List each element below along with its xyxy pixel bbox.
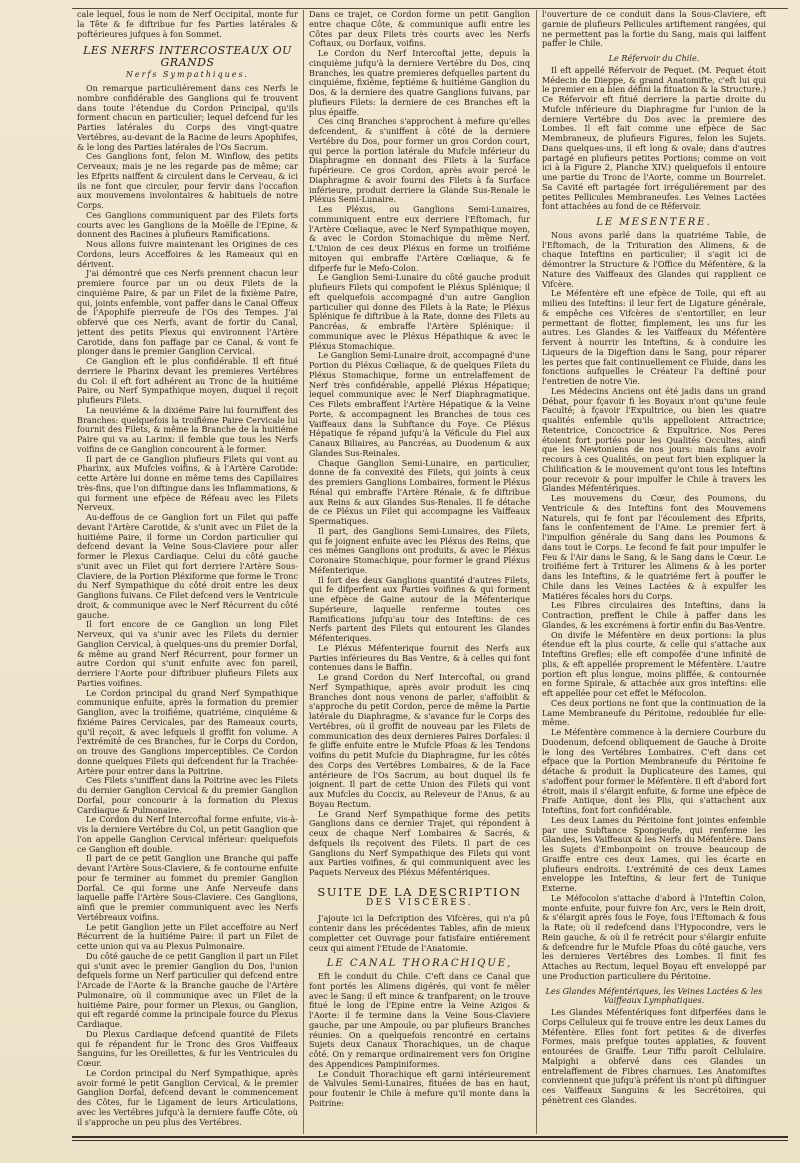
- paragraph: Il part de ce petit Ganglion une Branche qui paffe devant l'Artère Sous-Claviere, & fe contourne enfuite pour fe terminer au fommet du premier Ganglion Dorfal. Ce qui forme une Anfe Nerveufe dans laquelle paffe l'Artère Sous-Claviere. Ces Ganglions, ainfi que le premier communiquent avec les Nerfs Vertébreaux voifins.: [77, 853, 298, 922]
- paragraph: Le Conduit Thorachique eft garni intérieurement de Valvules Semi-Lunaires, fituées de bas en haut, pour foutenir le Chile à mefure qu'il monte dans la Poitrine:: [309, 1068, 530, 1108]
- column2-body: [309, 10, 530, 878]
- text-column-2: [309, 10, 530, 1132]
- paragraph: Le petit Ganglion jette un Filet acceffoire au Nerf Récurrent de la huitiéme Paire: il part un Filet de cette union qui va au Plexus Pulmonaire.: [77, 921, 298, 951]
- paragraph: Il part de ce Ganglion plufieurs Filets qui vont au Pharinx, aux Mufcles voifins, & à l'Artère Carotide: cette Artère lui donne en même tems des Capillaires très-fins, que l'on diftingue dans les Inflammations, & qui forment une efpèce de Réfeau avec les Filets Nerveux.: [77, 453, 298, 513]
- paragraph: Du côté gauche de ce petit Ganglion il part un Filet qui s'unit avec le premier Ganglion du Dos, l'union defquels forme un Nerf particulier qui defcend entre l'Arcade de l'Aorte & la Branche gauche de l'Artère Pulmonaire, où il communique avec un Filet de la huitiéme Paire, pour former un Plexus, ou Ganglion, qui eft regardé comme la principale fource du Plexus Cardiaque.: [77, 950, 298, 1029]
- paragraph: Le Cordon du Nerf Intercoftal jette, depuis la cinquième jufqu'à la derniere Vertébre du Dos, cinq Branches, les quatre premieres defquelles partent du cinquiéme, fixiéme, feptiéme & huitiéme Ganglion du Dos, & la derniere des quatre Ganglions fuivans, par plufieurs Filets: la derniere de ces Branches eft la plus épaiffe.: [309, 48, 530, 117]
- paragraph: Il part, des Ganglions Semi-Lunaires, des Filets, qui fe joignent enfuite avec les Pléxus des Reins, que ces mêmes Ganglions ont produits, & avec le Pléxus Coronaire Stomachique, pour former le grand Pléxus Méfenterique.: [309, 525, 530, 575]
- paragraph: J'ai démontré que ces Nerfs prennent chacun leur premiere fource par un ou deux Filets de la cinquième Paire, & par un Filet de la fixième Paire, qui, joints enfemble, vont paffer dans le Canal Offeux de l'Apophife pierreufe de l'Os des Tempes. J'ai obfervé que ces Nerfs, avant de fortir du Canal, jettent des petits Plexus qui environnent l'Artère Carotide, dans fon paffage par ce Canal, & vont fe plonger dans le premier Ganglion Cervical.: [77, 268, 298, 357]
- paragraph: Les deux Lames du Péritoine font jointes enfemble par une Subftance Spongieufe, qui renferme les Glandes, les Vaiffeaux & les Nerfs du Méfentère. Dans les Sujets d'Embonpoint on trouve beaucoup de Graiffe entre ces deux Lames, qui les écarte en plufieurs endroits. L'extrémité de ces deux Lames enveloppe les Inteftins, & leur fert de Tunique Externe.: [542, 814, 766, 893]
- paragraph: Le Cordon principal du grand Nerf Sympathique communique enfuite, après la formation du premier Ganglion, avec la troifiéme, quatriéme, cinquiéme & fixiéme Paires Cervicales, par des Rameaux courts, qu'il reçoit, & avec lefquels il groffit fon volume. A l'extrémité de ces Branches, fur le Corps du Cordon, on trouve des Ganglions imperceptibles. Ce Cordon donne quelques Filets qui defcendent fur la Trachée-Artère pour entrer dans la Poitrine.: [77, 687, 298, 776]
- paragraph: Les mouvemens du Cœur, des Poumons, du Ventricule & des Inteftins font des Mouvemens Naturels, qui fe font par l'écoulement des Efprits, fans le confentement de l'Ame. Le premier fert à l'impulfion générale du Sang dans les Poumons & dans tout le Corps. Le fecond fe fait pour impulfer le Feu & l'Air dans le Sang, & le Sang dans le Cœur. Le troifiéme fert à Triturer les Alimens & à les porter dans les Inteftins, & le quatriéme fert à pouffer le Chile dans les Veines Lactées & à expulfer les Matiéres fécales hors du Corps.: [542, 493, 766, 601]
- paragraph: Les Glandes Méfentériques font difperfées dans le Corps Celluleux qui fe trouve entre les deux Lames du Méfentère. Elles font fort petites & de diverfes Formes, mais prefque toutes applaties, & fouvent entourées de Graiffe. Leur Tiffu paroît Cellulaire. Malpighi a obfervé dans ces Glandes un entrelaffement de Fibres charnues. Les Anatomiftes conviennent que jufqu'à préfent ils n'ont pû diftinguer ces Vaiffeaux Sanguins & les Secrétoires, qui pénètrent ces Glandes.: [542, 1007, 766, 1105]
- paragraph: Le Ganglion Semi-Lunaire du côté gauche produit plufieurs Filets qui compofent le Pléxus Splénique; il eft quelquefois accompagné d'un autre Ganglion particulier qui donne des Filets à la Rate; le Pléxus Splénique fe diftribue à la Rate, donne des Filets au Pancréas, & embraffe l'Artère Splénique: il communique avec le Pléxus Hépathique & avec le Pléxus Stomachique.: [309, 272, 530, 351]
- paragraph: J'ajoute ici la Defcription des Vifcères, qui n'a pû contenir dans les précédentes Tables, afin de mieux completter cet Ouvrage pour fatisfaire entiérement ceux qui aiment l'Etude de l'Anatomie.: [309, 913, 530, 953]
- paragraph: Ces cinq Branches s'approchent à mefure qu'elles defcendent, & s'uniffent à côté de la derniere Vertébre du Dos, pour former un gros Cordon court, qui perce la portion latérale du Mufcle inférieur du Diaphragme en donnant des Filets à la Surface fupérieure. Ce gros Cordon, après avoir percé le Diaphragme & avoir fourni des Filets à fa Surface inférieure, produit derriere la Glande Sus-Renale le Pléxus Semi-Lunaire.: [309, 116, 530, 205]
- paragraph: Le Pléxus Méfenterique fournit des Nerfs aux Parties inférieures du Bas Ventre, & à celles qui font contenues dans le Baffin.: [309, 642, 530, 673]
- paragraph: l'ouverture de ce conduit dans la Sous-Claviere, eft garnie de plufieurs Pellicules artiftement rangées, qui ne permettent pas la fortie du Sang, mais qui laiffent paffer le Chile.: [542, 10, 766, 49]
- paragraph: Du Plexus Cardiaque defcend quantité de Filets qui fe répandent fur le Tronc des Gros Vaiffeaux Sanguins, fur les Oreillettes, & fur les Ventricules du Cœur.: [77, 1028, 298, 1068]
- section-heading-reservoir: Le Réfervoir du Chile.: [608, 53, 700, 63]
- column3-mesentere-body: [542, 231, 766, 982]
- paragraph: Il eft appellé Réfervoir de Pequet. (M. Pequet étoit Médecin de Dieppe, & grand Anatomifte, c'eft lui qui le premier en a bien défini la fituation & la Structure.) Ce Réfervoir eft fitué derriere la partie droite du Mufcle inférieure du Diaphragme fur l'union de la derniere Vertébre du Dos avec la premiere des Lombes. Il eft fait comme une efpèce de Sac Membraneux, de plufieurs Figures, felon les Sujets. Dans quelques-uns, il eft long & ovale; dans d'autres partagé en plufieurs petites Portions; comme on voit ici à la Figure 2, Planche XIV.) quelquefois il entoure une partie du Tronc de l'Aorte, comme un Bourrelet. Sa Cavité eft partagée fort irréguliérement par des petites Pellicules Membraneufes. Les Veines Lactées font attachées au fond de ce Réfervoir.: [542, 64, 766, 212]
- paragraph: Le Grand Nerf Sympathique forme des petits Ganglions dans ce dernier Trajet, qui répondent à ceux de chaque Nerf Lombaires & Sacrés, & defquels ils reçoivent des Filets. Il part de ces Ganglions du Nerf Sympathique des Filets qui vont aux Parties voifines, & qui communiquent avec les Paquets Nerveux des Pléxus Méfentériques.: [309, 808, 530, 877]
- section-heading-canal: LE CANAL THORACHIQUE,: [326, 958, 513, 970]
- column2-canal-body: [309, 972, 530, 1109]
- section-heading-nerfs: LES NERFS INTERCOSTEAUX OU GRANDS: [83, 44, 292, 70]
- paragraph: Le grand Cordon du Nerf Intercoftal, ou grand Nerf Sympathique, après avoir produit les cinq Branches dont nous venons de parler, s'affoiblit & s'approche du petit Cordon, perce de même la Partie latérale du Diaphragme, & s'avance fur le Corps des Vertébres, où il groffit de nouveau par les Filets de communication des deux dernieres Paires Dorfales: il fe gliffe enfuite entre le Mufcle Pfoas & les Tendons voifins du petit Mufcle du Diaphragme, fur les côtés des Corps des Vertébres Lombaires, & de la Face antérieure de l'Os Sacrum, au bout duquel ils fe joignent. Il part de cette Union des Filets qui vont aux Mufcles du Coccix, au Releveur de l'Anus, & au Boyau Rectum.: [309, 672, 530, 809]
- column1-intro: [77, 10, 298, 39]
- paragraph: Les Pléxus, ou Ganglions Semi-Lunaires, communiquent entre eux derriere l'Eftomach, fur l'Artère Cœliaque, avec le Nerf Sympathique moyen, & avec le Cordon Stomachique du même Nerf. L'Union de ces deux Pléxus en forme un troifiéme mitoyen qui embraffe l'Artère Cœliaque, & fe difperfe fur le Mefo-Colon.: [309, 204, 530, 273]
- text-column-1: [77, 10, 298, 1132]
- paragraph: Ces Filets s'uniffent dans la Poitrine avec les Filets du dernier Ganglion Cervical & du premier Ganglion Dorfal, pour concourir à la formation du Plexus Cardiaque & Pulmonaire.: [77, 775, 298, 815]
- paragraph: Dans ce trajet, ce Cordon forme un petit Ganglion entre chaque Côte, & communique aufli entre les Côtes par deux Filets très courts avec les Nerfs Coftaux, ou Dorfaux, voifins.: [309, 10, 530, 49]
- paragraph: La neuviéme & la dixiéme Paire lui fourniffent des Branches: quelquefois la troifiéme Paire Cervicale lui fournit des Filets, & même la Branche de la huitiéme Paire qui va au Larinx: il femble que tous les Nerfs voifins de ce Ganglion concourent à le former.: [77, 404, 298, 454]
- bottom-rule: [72, 1136, 788, 1138]
- paragraph: Le Méfentère eft une efpèce de Toile, qui eft au milieu des Inteftins: il leur fert de Ligature générale, & empêche ces Vifcères de s'entortiller, en leur permettant de flotter, fimplement, les uns fur les autres. Les Glandes & les Vaiffeaux du Méfentère fervent à nourrir les Inteftins, & à conduire les Liqueurs de la Digeftion dans le Sang, pour réparer les pertes que fait continuellement ce Fluide, dans les fonctions aufquelles le Créateur l'a deftiné pour l'entretien de notre Vie.: [542, 288, 766, 386]
- column-divider-2: [536, 10, 537, 1134]
- paragraph: Au-deffous de ce Ganglion fort un Filet qui paffe devant l'Artère Carotide, & s'unit avec un Filet de la huitiéme Paire, il forme un Cordon particulier qui defcend devant la Veine Sous-Claviere pour aller former le Plexus Cardiaque. Celui du côté gauche s'unit avec un Filet qui fort derriere l'Artère Sous-Claviere, de la Portion Pléxiforme que forme le Tronc du Nerf Sympathique du côté droit entre les deux Ganglions fuivans. Ce Filet defcend vers le Ventricule droit, & communique avec le Nerf Récurrent du côté gauche.: [77, 512, 298, 620]
- paragraph: Le Cordon principal du Nerf Sympathique, après avoir formé le petit Ganglion Cervical, & le premier Ganglion Dorfal, defcend devant le commencement des Côtes, fur le Ligament de leurs Articulations, avec les Vertébres jufqu'à la derniere fauffe Côte, où il s'approche un peu plus des Vertébres.: [77, 1067, 298, 1127]
- column2-preface: [309, 914, 530, 953]
- paragraph: Ce Ganglion eft le plus confidérable. Il eft fitué derriere le Pharinx devant les premieres Vertébres du Col: il eft fort adhérent au Tronc de la huitiéme Paire, ou Nerf Sympathique moyen, duquel il reçoit plufieurs Filets.: [77, 356, 298, 405]
- top-rule: [72, 8, 788, 9]
- paragraph: Les Fibres circulaires des Inteftins, dans la Contraction, preffent le Chile à paffer dans les Glandes, & les excrémens à fortir enfin du Bas-Ventre.: [542, 600, 766, 630]
- column3-intro: [542, 10, 766, 49]
- column3-glandes-body: [542, 1008, 766, 1106]
- paragraph: Nous allons fuivre maintenant les Origines de ces Cordons, leurs Acceffoires & les Rameaux qui en dérivent.: [77, 239, 298, 269]
- text-column-3: [542, 10, 766, 1132]
- paragraph: Le Ganglion Semi-Lunaire droit, accompagné d'une Portion du Pléxus Cœliaque, & de quelques Filets du Pléxus Stomachique, forme un entrelaffement de Nerf très confidérable, appellé Pléxus Hépatique; lequel communique avec le Nerf Diaphragmatique. Ces Filets embraffent l'Artère Hépatique & la Veine Porte, & accompagnent les Branches de tous ces Vaiffeaux dans la Subftance du Foye. Ce Pléxus Hépatique fe répand jufqu'à la Véficule du Fiel aux Canaux Biliaires, au Pancréas, au Duodenum & aux Glandes Sus-Reinales.: [309, 350, 530, 458]
- section-heading-suite: SUITE DE LA DESCRIPTION: [317, 884, 522, 899]
- paragraph: Ces Ganglions communiquent par des Filets forts courts avec les Ganglions de la Moëlle de l'Epine, & donnent des Racines à plufieurs Ramifications.: [77, 209, 298, 240]
- section-subheading-sympathiques: Nerfs Sympathiques.: [125, 70, 250, 80]
- paragraph: Il fort encore de ce Ganglion un long Filet Nerveux, qui va s'unir avec les Filets du dernier Ganglion Cervical, à quelques-uns du premier Dorfal, & même au grand Nerf Récurrent, pour former un autre Cordon qui s'unit enfuite avec fon pareil, derriere l'Aorte pour diftribuer plufieurs Filets aux Parties voifines.: [77, 619, 298, 688]
- paragraph: Eft le conduit du Chile. C'eft dans ce Canal que font portés les Alimens digérés, qui vont fe mêler avec le Sang: il eft mince & tranfparent; on le trouve fitué le long de l'Epine entre la Veine Azigos & l'Aorte: il fe termine dans la Veine Sous-Claviere gauche, par une Ampoule, ou par plufieurs Branches réunies. On a quelquefois rencontré en certains Sujets deux Canaux Thorachiques, un de chaque côté. On y remarque ordinairement vers fon Origine des Appendices Pampiniformes.: [309, 971, 530, 1069]
- paragraph: On remarque particuliérement dans ces Nerfs le nombre confidérable des Ganglions qui fe trouvent dans toute l'étendue du Cordon Principal, qu'ils forment chacun en particulier; lequel defcend fur les Parties latérales du Corps des vingt-quatre Vertébres, au-devant de la Racine de leurs Apophifes, & le long des Parties latérales de l'Os Sacrum.: [77, 83, 298, 152]
- paragraph: Chaque Ganglion Semi-Lunaire, en particulier, donne de fa convexité des Filets, qui joints à ceux des premiers Ganglions Lombaires, forment le Pléxus Rénal qui embraffe l'Artère Rénale, & fe diftribue aux Reins & aux Glandes Sus-Renales. Il fe détache de ce Pléxus un Filet qui accompagne les Vaiffeaux Spermatiques.: [309, 457, 530, 526]
- paragraph: Le Méfentère commence à la derniere Courbure du Duodenum, defcend obliquement de Gauche à Droite le long des Vertébres Lombaires. C'eft dans cet efpace que la Portion Membraneufe du Péritoine fe détache & produit la Duplicateure des Lames, qui s'adoffent pour former le Méfentère. Il eft d'abord fort étroit, mais il s'élargit enfuite, & forme une efpèce de Fraife Antique, dont les Plis, qui s'attachent aux Inteftins, font fort confidérable.: [542, 727, 766, 815]
- paragraph: Les Médecins Anciens ont été jadis dans un grand Débat, pour fçavoir fi les Boyaux n'ont qu'une feule Faculté; à fçavoir l'Expultrice, ou bien les quatre qualités enfemble qu'ils appelloient Attractrice; Retentrice, Concoctrice & Expultrice. Nos Peres étoient fort portés pour les Qualités Occultes, ainfi que les Newtoniens de nos jours: mais fans avoir recours à ces Qualités, on peut fort bien expliquer la Chilification & le mouvement qu'ont tous les Inteftins pour recevoir & pour impulfer le Chile à travers les Glandes Méfentériques.: [542, 385, 766, 494]
- column-divider-1: [303, 10, 304, 1134]
- paragraph: Nous avons parlé dans la quatriéme Table, de l'Eftomach, de la Trituration des Alimens, & de chaque Inteftins en particulier; il s'agit ici de démontrer la Structure & l'Office du Méfentère, & la Nature des Vaiffeaux des Glandes qui rapplient ce Vifcère.: [542, 229, 766, 289]
- paragraph: Il fort des deux Ganglions quantité d'autres Filets, qui fe difperfent aux Parties voifines & qui forment une efpèce de Gaine autour de la Méfenterique Supérieure, laquelle renferme toutes ces Ramifications jufqu'au tour des Inteftins: de ces Nerfs partent des Filets qui entourent les Glandes Méfenteriques.: [309, 574, 530, 643]
- paragraph: On divife le Méfentère en deux portions: la plus étendue eft la plus courte, & celle qui s'attache aux Inteftins Grefles; elle eft compofée d'une infinité de plis, & eft appellée proprement le Méfentère. L'autre portion eft plus longue, moins pliffée, & contournée en forme Spirale, & attachée aux gros inteftins: elle eft appellée pour cet effet le Méfocolon.: [542, 629, 766, 698]
- bottom-rule-thin: [72, 1140, 788, 1141]
- paragraph: Ces deux portions ne font que la continuation de la Lame Membraneufe du Péritoine, redoublée fur elle-même.: [542, 697, 766, 728]
- section-heading-glandes: Les Glandes Méfentériques, les Veines Lactées & les Vaiffeaux Lymphatiques.: [545, 985, 763, 1006]
- column1-body: [77, 84, 298, 1127]
- section-heading-mesentere: LE MESENTERE.: [596, 217, 712, 228]
- paragraph: Le Cordon du Nerf Intercoftal forme enfuite, vis-à-vis la derniere Vertébre du Col, un petit Ganglion que l'on appelle Ganglion Cervical inférieur: quelquefois ce Ganglion eft double.: [77, 814, 298, 854]
- column3-reservoir-body: [542, 66, 766, 212]
- paragraph: cale lequel, fous le nom de Nerf Occipital, monte fur la Tête & fe diftribue fur fes Parties latérales & poftérieures jufques à fon Sommet.: [77, 10, 298, 39]
- paragraph: Le Méfocolon s'attache d'abord à l'Inteftin Colon, monte enfuite, pour fuivre fon Arc, vers le Rein droit, & s'élargit après fous le Foye, fous l'Eftomach & fous la Rate; où il redefcend dans l'Hypocondre, vers le Rein gauche, & où il fe retrécit pour s'élargir enfuite & defcendre fur le Mufcle Pfoas du côté gauche, vers les dernieres Vertébres des Lombes. Il finit fes Attaches au Rectum, lequel Boyau eft enveloppé par une Production particuliere du Péritoine.: [542, 892, 766, 981]
- paragraph: Ces Ganglions font, felon M. Winflow, des petits Cerveaux; mais je ne les regarde pas de même; car les Efprits naiffent & circulent dans le Cerveau, & ici ils ne font que circuler, pour fervir dans l'occafion aux mouvemens involontaires & habituels de notre Corps.: [77, 151, 298, 210]
- section-heading-visceres: DES VISCÈRES.: [365, 897, 474, 908]
